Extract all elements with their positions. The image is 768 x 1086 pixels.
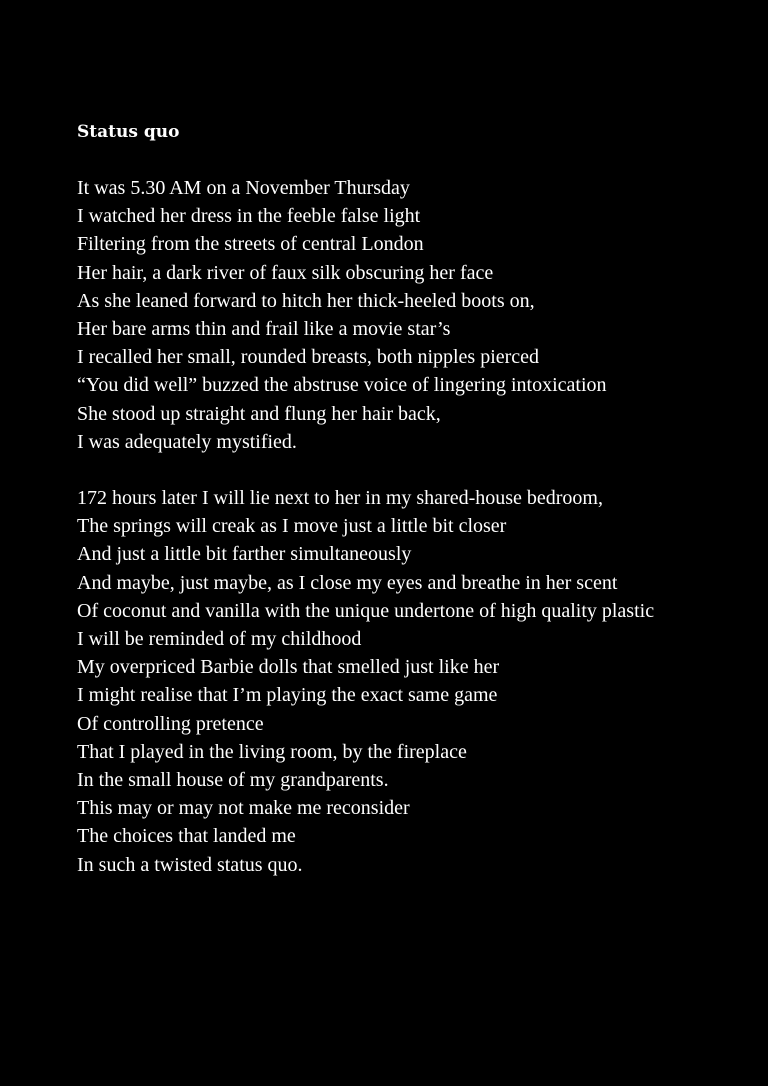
poem-line: As she leaned forward to hitch her thick-heeled boots on,	[77, 289, 535, 312]
poem-line: I watched her dress in the feeble false light	[77, 205, 421, 228]
poem-line: I was adequately mystified.	[77, 430, 297, 453]
poem-line: The choices that landed me	[77, 825, 296, 848]
poem-line: I will be reminded of my childhood	[77, 628, 362, 651]
poem-line: Of coconut and vanilla with the unique undertone of high quality plastic	[77, 599, 655, 622]
poem-line: Of controlling pretence	[77, 712, 264, 735]
poem-line: My overpriced Barbie dolls that smelled just like her	[77, 656, 500, 679]
poem-line: 172 hours later I will lie next to her in my shared-house bedroom,	[77, 487, 603, 510]
poem-line: In such a twisted status quo.	[77, 853, 303, 876]
poem-title: Status quo	[77, 122, 180, 142]
poem-line: “You did well” buzzed the abstruse voice of lingering intoxication	[77, 374, 607, 397]
poem-line: And just a little bit farther simultaneously	[77, 543, 412, 566]
poem-line: Her hair, a dark river of faux silk obscuring her face	[77, 261, 494, 284]
poem-line: I might realise that I’m playing the exact same game	[77, 684, 498, 707]
poem-line: In the small house of my grandparents.	[77, 769, 389, 792]
poem-line: The springs will creak as I move just a little bit closer	[77, 515, 507, 538]
poem-page	[77, 118, 695, 907]
stanza-1	[77, 174, 695, 456]
poem-line: It was 5.30 AM on a November Thursday	[77, 177, 410, 199]
poem-line: She stood up straight and flung her hair back,	[77, 402, 441, 425]
poem-line: Her bare arms thin and frail like a movie star’s	[77, 318, 451, 341]
stanza-2	[77, 484, 695, 879]
poem-line: I recalled her small, rounded breasts, both nipples pierced	[77, 346, 540, 369]
poem-line: That I played in the living room, by the fireplace	[77, 740, 467, 763]
poem-line: Filtering from the streets of central London	[77, 233, 424, 256]
poem-line: This may or may not make me reconsider	[77, 797, 410, 820]
poem-line: And maybe, just maybe, as I close my eyes and breathe in her scent	[77, 571, 618, 594]
